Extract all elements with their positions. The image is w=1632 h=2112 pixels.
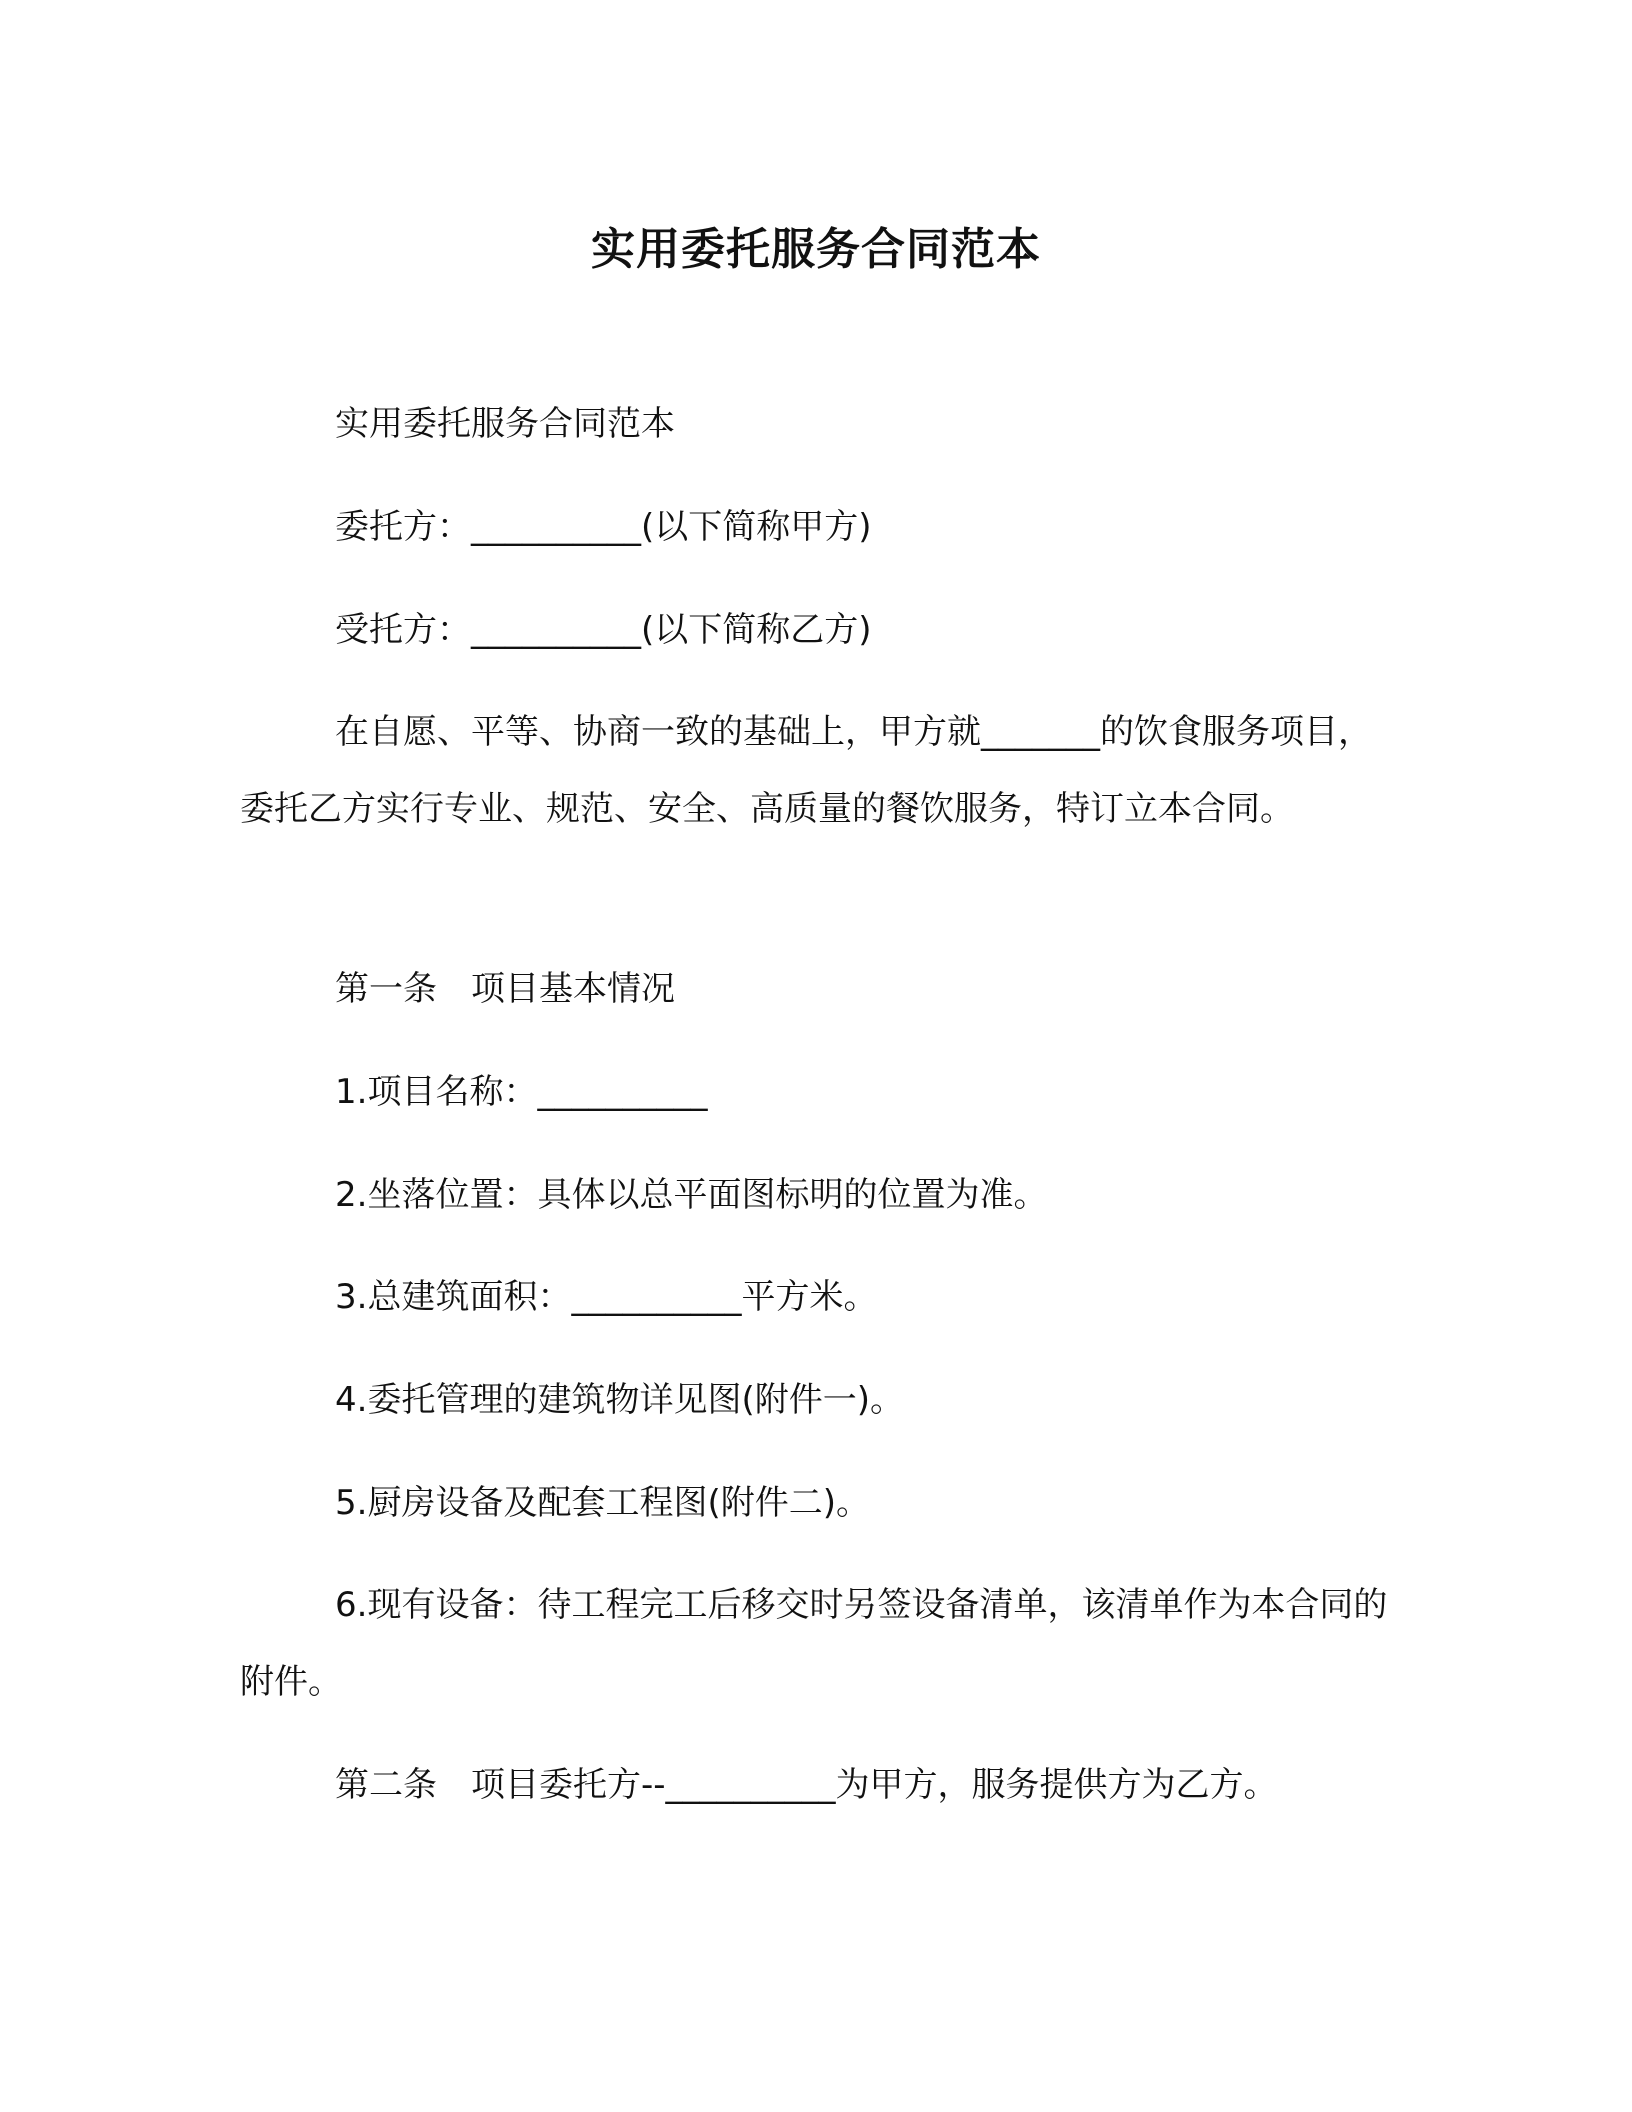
item-buildings: 4.委托管理的建筑物详见图(附件一)。 [335, 1380, 904, 1420]
article-1-heading: 第一条 项目基本情况 [335, 969, 675, 1009]
item-kitchen-equipment: 5.厨房设备及配套工程图(附件二)。 [335, 1483, 870, 1523]
document-title: 实用委托服务合同范本 [591, 224, 1041, 275]
article-2-heading: 第二条 项目委托方--__________为甲方，服务提供方为乙方。 [335, 1765, 1278, 1805]
item-location: 2.坐落位置：具体以总平面图标明的位置为准。 [335, 1175, 1048, 1215]
paragraph-agent: 受托方：__________(以下简称乙方) [335, 610, 872, 650]
item-project-name: 1.项目名称：__________ [335, 1072, 708, 1112]
item-floor-area: 3.总建筑面积：__________平方米。 [335, 1277, 878, 1317]
item-existing-equipment: 6.现有设备：待工程完工后移交时另签设备清单，该清单作为本合同的附件。 [240, 1585, 1388, 1702]
paragraph-preamble: 在自愿、平等、协商一致的基础上，甲方就_______的饮食服务项目，委托乙方实行专业、规范、安全、高质量的餐饮服务，特订立本合同。 [240, 712, 1372, 829]
paragraph-subtitle: 实用委托服务合同范本 [335, 404, 675, 444]
paragraph-principal: 委托方：__________(以下简称甲方) [335, 507, 872, 547]
